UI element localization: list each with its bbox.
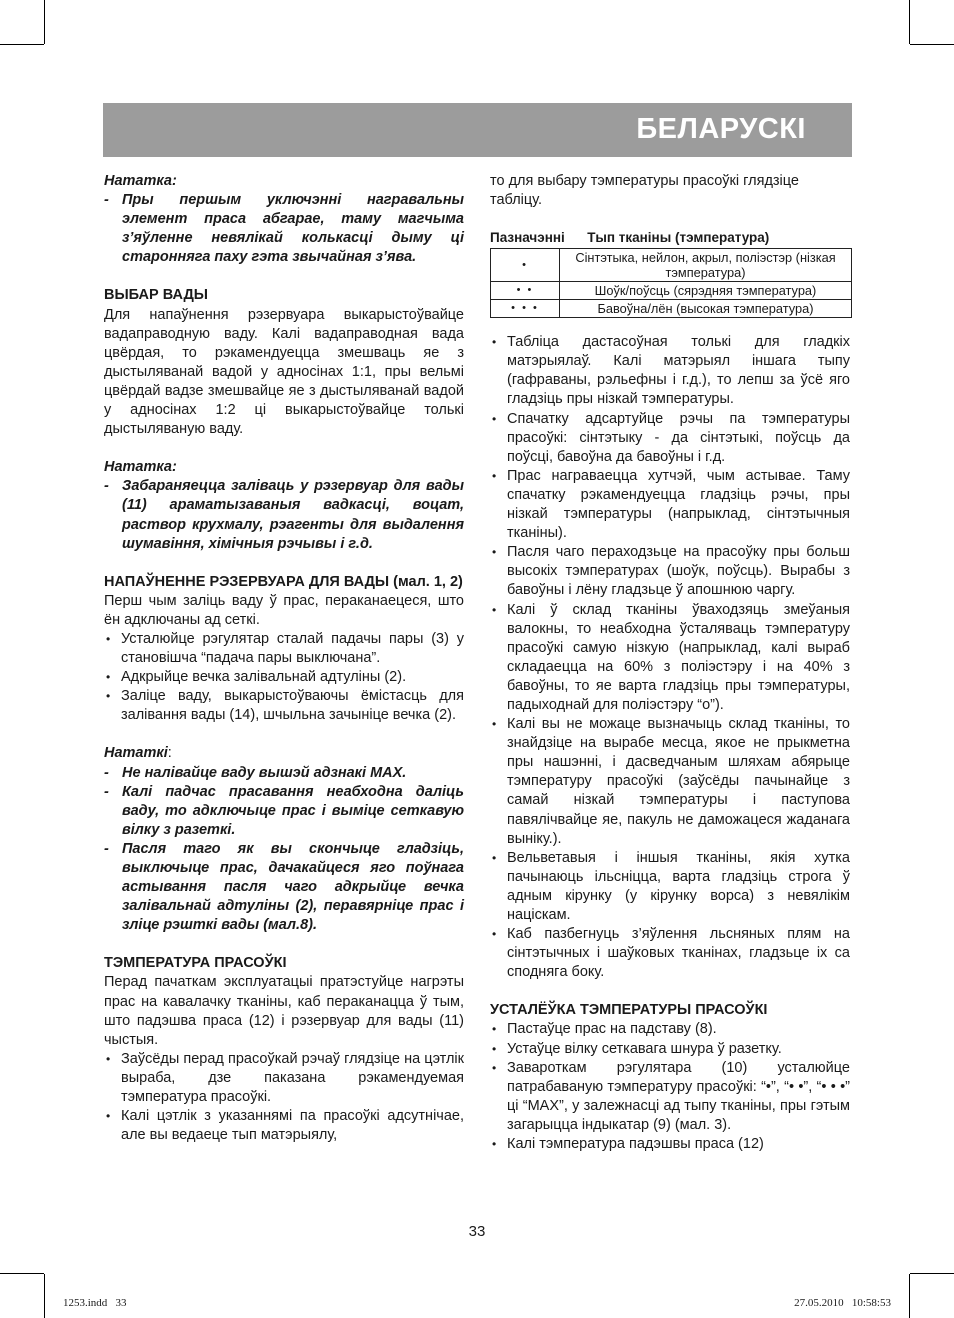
list-item: • Калі вы не можаце вызначыць склад тканіны, то знайдзіце на вырабе месца, якое не прыкметна пры нашэнні, і дасведчаным шляхам абярыце тэмпературу прасоўкі (заўсёды пачынайце з самай нізкай тэмпературы і паступова павялічвайце яе, пакуль не даможацеся жаданага выніку.).: [490, 715, 850, 849]
fabric-table: [490, 248, 852, 318]
list-item: • Каб пазбегнуць з’яўлення льсняных плям на сінтэтычных і шаўковых тканінах, гладзьце іх са споднягa боку.: [490, 925, 850, 982]
crop-mark: [0, 44, 44, 45]
table-cell-mark: • • •: [491, 300, 560, 318]
setting-list: [490, 1020, 850, 1154]
list-item: • Завароткам рэгулятара (10) усталюйце патрабаваную тэмпературу прасоўкі: “•”, “• •”, “• • •” ці “MAX”, у залежнасці ад тыпу тканіны, пры гэтым загарыцца індыкатар (9) (мал. 3).: [490, 1059, 850, 1135]
table-cell-mark: • •: [491, 282, 560, 300]
note-item: - Пры першым уключэнні награвальны элемент праса абгарае, таму магчыма з’яўленне невялікай колькасці дыму ці старонняга паху гэта звычайная з’ява.: [104, 191, 464, 267]
note-list: [104, 764, 464, 936]
note-list: [104, 477, 464, 553]
right-column: [490, 172, 850, 1154]
note-label: Нататка:: [104, 459, 177, 476]
list-item: • Усталюйце рэгулятар сталай падачы пары (3) у становішча “падача пары выключана”.: [104, 630, 464, 668]
table-row: [491, 300, 852, 318]
fill-intro: Перш чым заліць ваду ў прас, пераканаецеся, што ён адключаны ад сеткі.: [104, 592, 464, 628]
list-item: • Калі ў склад тканіны ўваходзяць змеўаныя валокны, то неабходна ўсталяваць тэмпературу прасоўкі самую нізкую (напрыклад, калі выраб складаецца на 60% з поліэстэру і на 40% з бавоўны, то яе варта гладзіць пры тэмпературы, падыходнай для поліэстэру “о”).: [490, 601, 850, 716]
table-header: Пазначэнні Тып тканіны (тэмпература): [490, 230, 770, 246]
table-cell-mark: •: [491, 249, 560, 282]
section-heading-fill: НАПАЎНЕННЕ РЭЗЕРВУАРА ДЛЯ ВАДЫ (мал. 1, 2): [104, 573, 463, 590]
continued-text: то для выбару тэмпературы прасоўкі глядзіце табліцу.: [490, 173, 799, 209]
section-heading-temperature: ТЭМПЕРАТУРА ПРАСОЎКІ: [104, 955, 287, 972]
crop-mark: [910, 1273, 954, 1274]
list-item: • Вельветавыя і іншыя тканіны, якія хутка пачынаюць ільсніцца, варта гладзіць строга ў адным кірунку (у кірунку ворса) з невялікім націскам.: [490, 849, 850, 925]
note-label: Нататка:: [104, 173, 177, 189]
note-item: - Пасля таго як вы скончыце гладзіць, выключыце прас, дачакайцеся яго поўнага астывання пасля чаго адкрыйце вечка залівальнай адтуліны (2), перавярніце прас і зліце рэшткі вады (мал.8).: [104, 840, 464, 935]
list-item: • Заліце ваду, выкарыстоўваючы ёмістасць для залівання вады (14), шчыльна зачыніце вечка (2).: [104, 687, 464, 725]
list-item: • Заўсёды перад прасоўкай рэчаў глядзіце на цэтлік выраба, дзе паказана рэкамендуемая тэмпература прасоўкі.: [104, 1050, 464, 1107]
list-item: • Табліца дастасоўная толькі для гладкіх матэрыялаў. Калі матэрыял іншага тыпу (гафраваны, рэльефны і г.д.), то лепш за ўсё яго гладзіць пры нізкай тэмпературы.: [490, 333, 850, 409]
list-item: • Спачатку адсартуйце рэчы па тэмпературы прасоўкі: сінтэтыку - да сінтэтыкі, поўсць да поўсці, бавоўна да бавоўны і г.д.: [490, 410, 850, 467]
note-list: [104, 191, 464, 267]
list-item: • Пастаўце прас на падставу (8).: [490, 1020, 850, 1039]
crop-mark: [44, 1274, 45, 1318]
page-title: БЕЛАРУСКІ: [636, 113, 806, 145]
table-cell-fabric: Бавоўна/лён (высокая тэмпература): [560, 300, 852, 318]
note-label: Нататкі: [104, 745, 168, 762]
ironing-tips-list: [490, 333, 850, 982]
section-heading-setting: УСТАЛЁЎКА ТЭМПЕРАТУРЫ ПРАСОЎКІ: [490, 1002, 768, 1019]
crop-mark: [909, 1274, 910, 1318]
footer-timestamp: 27.05.2010 10:58:53: [794, 1297, 891, 1309]
temperature-text: Перад пачаткам эксплуатацыі пратэстуйце нагрэты прас на кавалачку тканіны, каб пераканацца ў тым, што падэшва праса (12) і рэзервуар для вады (11) чыстыя.: [104, 974, 464, 1048]
header-bar: [103, 103, 852, 157]
note-colon: :: [167, 745, 172, 762]
fill-list: [104, 630, 464, 725]
table-cell-fabric: Сінтэтыка, нейлон, акрыл, поліэстэр (нізкая тэмпература): [560, 249, 852, 282]
list-item: • Адкрыйце вечка залівальнай адтуліны (2).: [104, 668, 464, 687]
temperature-list: [104, 1050, 464, 1145]
note-item: - Забараняецца заліваць у рэзервуар для вады (11) араматызаваныя вадкасці, воцат, раствор крухмалу, рэагенты для выдалення шумавіння, хімічныя рэчывы і г.д.: [104, 477, 464, 553]
table-row: [491, 249, 852, 282]
list-item: • Прас награваецца хутчэй, чым астывае. Таму спачатку рэкамендуецца гладзіць рэчы, пры нізкай тэмпературы (напрыклад, сінтэтычныя тканіны).: [490, 467, 850, 543]
footer-file-info: 1253.indd 33: [63, 1297, 127, 1309]
list-item: • Устаўце вілку сеткавага шнура ў разетку.: [490, 1040, 850, 1059]
list-item: • Калі тэмпература падэшвы праса (12): [490, 1135, 850, 1154]
list-item: • Калі цэтлік з указаннямі па прасоўкі адсутнічае, але вы ведаеце тып матэрыялу,: [104, 1107, 464, 1145]
page-number: 33: [468, 1223, 486, 1240]
notes-label-row: [104, 744, 464, 763]
note-item: - Калі падчас прасавання неабходна даліць ваду, то адключыце прас і выміце сеткавую вілку з разеткі.: [104, 783, 464, 840]
crop-mark: [909, 0, 910, 44]
crop-mark: [0, 1273, 44, 1274]
left-column: [104, 172, 464, 1145]
section-heading-water: ВЫБАР ВАДЫ: [104, 287, 208, 304]
water-text: Для напаўнення рэзервуара выкарыстоўвайце вадаправодную ваду. Калі вадаправодная вада цвёрдая, то рэкамендуецца змешваць яе з дыстыляванай вадой у адносінах 1:1, пры вельмі цвёрдай вадзе змешвайце яе з дыстыляванай вадой у адносінах 1:2 ці выкарыстоўвайце толькі дыстыляваную ваду.: [104, 306, 464, 438]
note-item: - Не налівайце ваду вышэй адзнакі MAX.: [104, 764, 464, 783]
list-item: • Пасля чаго пераходзьце на прасоўку пры больш высокіх тэмпературах (шоўк, поўсць). Вырабы з бавоўны і лёну гладзьце ў апошнюю чаргу.: [490, 543, 850, 600]
table-row: [491, 282, 852, 300]
crop-mark: [910, 44, 954, 45]
crop-mark: [44, 0, 45, 44]
table-cell-fabric: Шоўк/поўсць (сярэдняя тэмпература): [560, 282, 852, 300]
